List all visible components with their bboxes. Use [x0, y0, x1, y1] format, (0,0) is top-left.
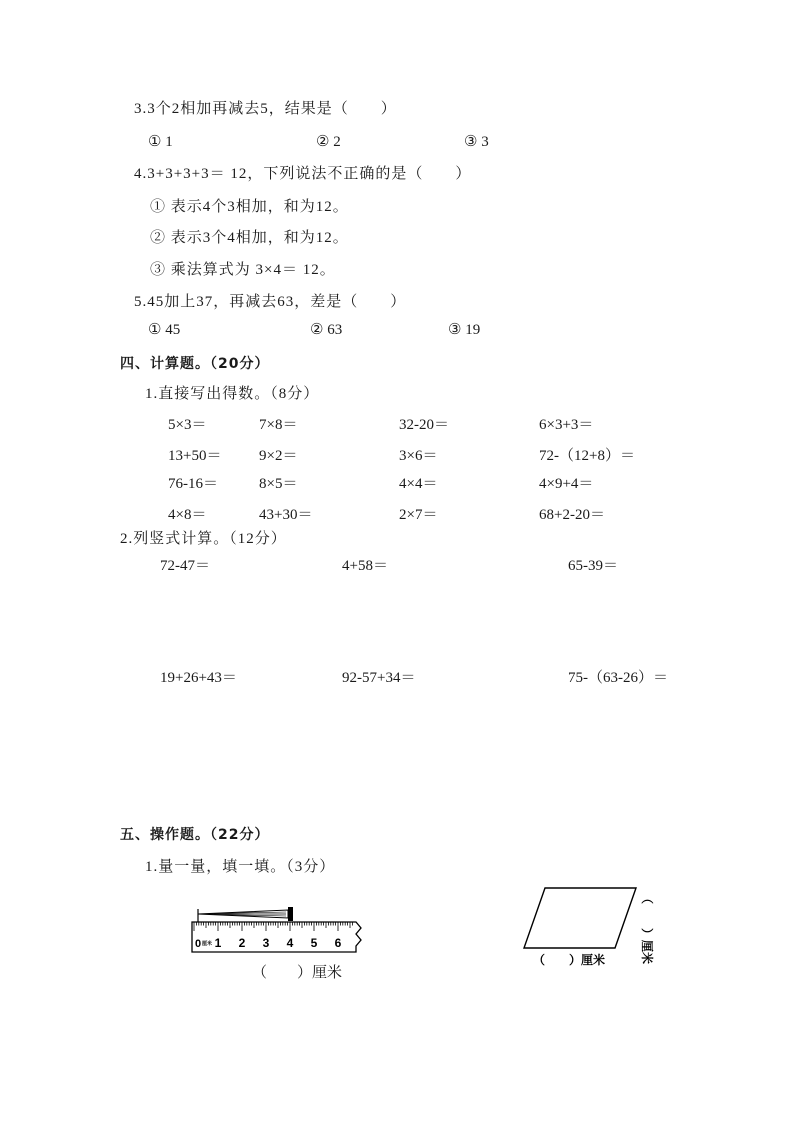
ruler-figure [186, 900, 368, 958]
calc-item: 5×3＝ [168, 417, 207, 433]
parallelogram-side-label[interactable]: （ ）厘米 [640, 892, 654, 965]
vertical-calc-item: 65-39＝ [568, 558, 618, 574]
parallelogram-figure [515, 880, 665, 975]
ruler-number: 3 [262, 936, 270, 950]
q3-option-2[interactable]: ② 2 [316, 134, 341, 150]
ruler-number: 2 [238, 936, 246, 950]
section-5-part-1-title: 1.量一量，填一填。（3分） [145, 859, 336, 875]
ruler-number: 6 [334, 936, 342, 950]
section-4-title: 四、计算题。（20分） [120, 356, 270, 372]
ruler-number: 1 [214, 936, 222, 950]
calc-item: 8×5＝ [259, 476, 298, 492]
q3-option-1[interactable]: ① 1 [148, 134, 173, 150]
calc-item: 3×6＝ [399, 448, 438, 464]
vertical-calc-item: 72-47＝ [160, 558, 210, 574]
question-4-stem: 4.3+3+3+3＝ 12，下列说法不正确的是（ ） [134, 166, 472, 182]
q5-option-3[interactable]: ③ 19 [448, 322, 481, 338]
ruler-answer-blank[interactable]: （ ）厘米 [252, 965, 343, 981]
nail-icon [198, 907, 293, 922]
vertical-calc-item: 92-57+34＝ [342, 670, 416, 686]
q4-option-3[interactable]: ③ 乘法算式为 3×4＝ 12。 [150, 262, 336, 278]
calc-item: 7×8＝ [259, 417, 298, 433]
vertical-calc-item: 19+26+43＝ [160, 670, 237, 686]
question-3-stem: 3.3个2相加再减去5，结果是（ ） [134, 101, 397, 117]
ruler-unit-label: 厘米 [202, 941, 213, 947]
q5-option-1[interactable]: ① 45 [148, 322, 181, 338]
calc-item: 13+50＝ [168, 448, 222, 464]
ruler-number: 5 [310, 936, 318, 950]
calc-item: 4×9+4＝ [539, 476, 594, 492]
q4-option-2[interactable]: ② 表示3个4相加，和为12。 [150, 230, 349, 246]
q3-option-3[interactable]: ③ 3 [464, 134, 489, 150]
calc-item: 76-16＝ [168, 476, 218, 492]
ruler-number: 0 [195, 938, 202, 950]
calc-item: 6×3+3＝ [539, 417, 594, 433]
calc-item: 72-（12+8）＝ [539, 448, 635, 464]
parallelogram-shape [524, 888, 636, 948]
section-4-part-1-title: 1.直接写出得数。（8分） [145, 386, 320, 402]
vertical-calc-item: 75-（63-26）＝ [568, 670, 668, 686]
section-5-title: 五、操作题。（22分） [120, 827, 270, 843]
calc-item: 4×4＝ [399, 476, 438, 492]
calc-item: 43+30＝ [259, 507, 313, 523]
section-4-part-2-title: 2.列竖式计算。（12分） [120, 531, 287, 547]
ruler-number: 4 [286, 936, 294, 950]
calc-item: 4×8＝ [168, 507, 207, 523]
calc-item: 32-20＝ [399, 417, 449, 433]
q5-option-2[interactable]: ② 63 [310, 322, 343, 338]
calc-item: 68+2-20＝ [539, 507, 605, 523]
question-5-stem: 5.45加上37，再减去63，差是（ ） [134, 294, 407, 310]
calc-item: 2×7＝ [399, 507, 438, 523]
q4-option-1[interactable]: ① 表示4个3相加，和为12。 [150, 199, 349, 215]
parallelogram-bottom-label[interactable]: （ ）厘米 [533, 953, 606, 967]
calc-item: 9×2＝ [259, 448, 298, 464]
vertical-calc-item: 4+58＝ [342, 558, 388, 574]
